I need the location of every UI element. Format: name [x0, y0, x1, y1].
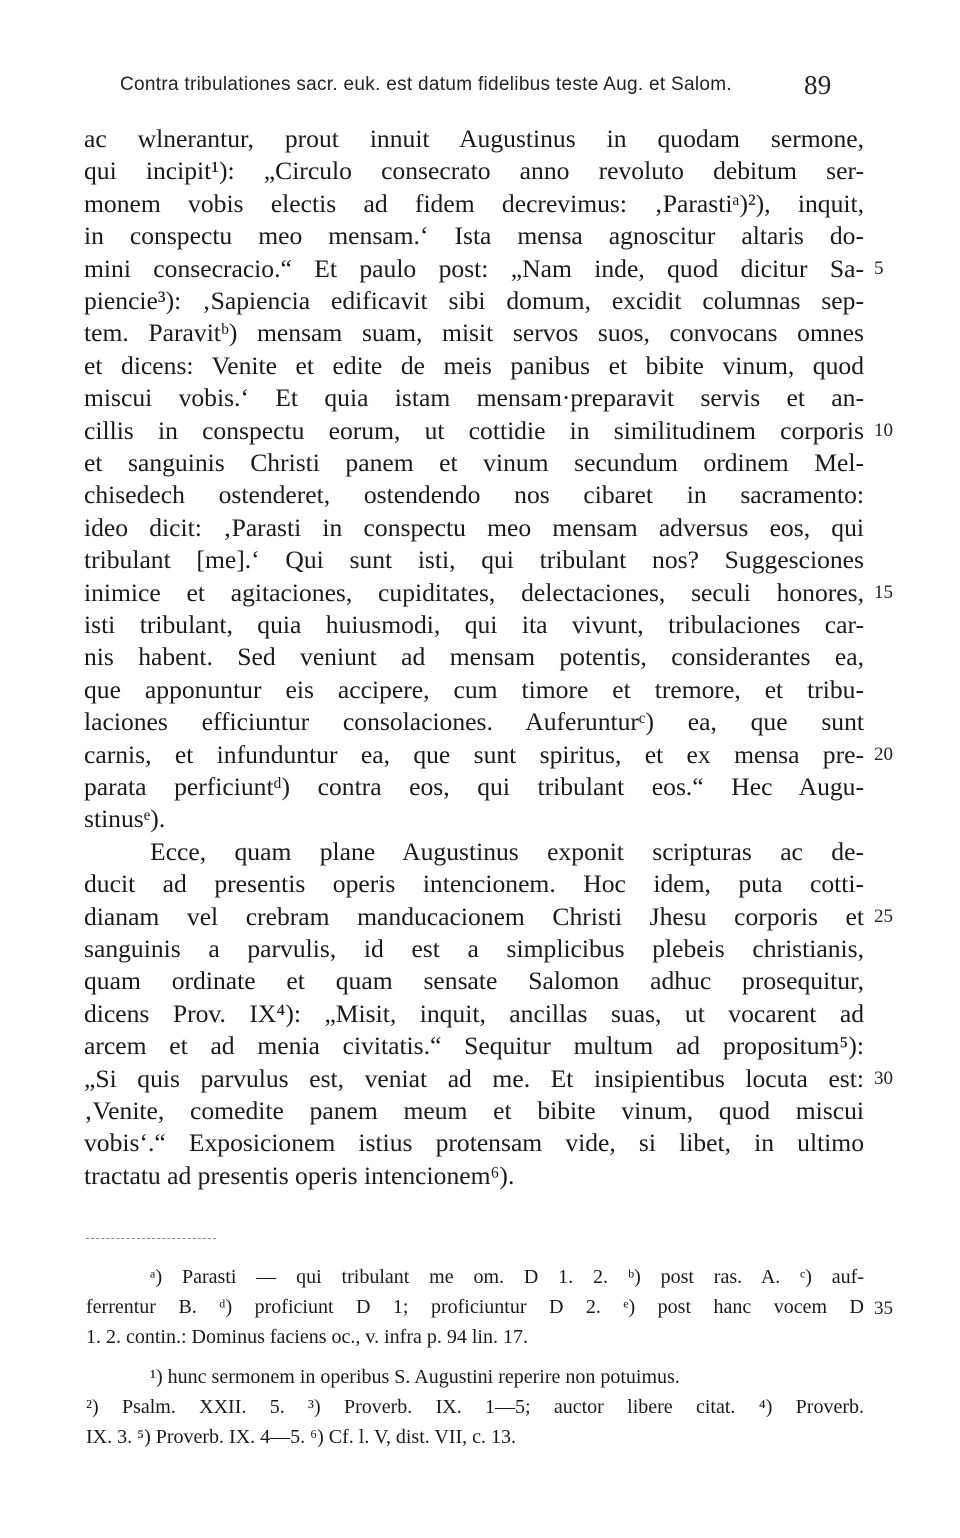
text-line: tem. Paravitᵇ) mensam suam, misit servos suos, convocans omnes	[84, 318, 864, 348]
apparatus-note: 1. 2. contin.: Dominus faciens oc., v. infra p. 94 lin. 17.	[86, 1326, 528, 1348]
text-line: dianam vel crebram manducacionem Christi Jhesu corporis et	[84, 901, 864, 931]
text-line: sanguinis a parvulis, id est a simplicibus plebeis christianis,	[84, 934, 864, 963]
text-line: chisedech ostenderet, ostendendo nos cibaret in sacramento:	[84, 480, 864, 510]
text-line: tractatu ad presentis operis intencionem⁶).	[84, 1160, 515, 1190]
text-line: „Si quis parvulus est, veniat ad me. Et insipientibus locuta est:	[84, 1063, 864, 1093]
text-line: ac wlnerantur, prout innuit Augustinus in quodam sermone,	[84, 124, 864, 153]
line-number: 10	[874, 419, 893, 441]
paragraph-first-line: Ecce, quam plane Augustinus exponit scripturas ac de-	[150, 836, 864, 866]
text-line: ducit ad presentis operis intencionem. Hoc idem, puta cotti-	[84, 869, 864, 899]
text-line: in conspectu meo mensam.‘ Ista mensa agnoscitur altaris do-	[84, 221, 864, 251]
source-note: ¹) hunc sermonem in operibus S. Augustini reperire non potuimus.	[150, 1366, 680, 1388]
text-line: isti tribulant, quia huiusmodi, qui ita vivunt, tribulaciones car-	[84, 610, 864, 639]
text-line: stinusᵉ).	[84, 804, 166, 834]
source-note: IX. 3. ⁵) Proverb. IX. 4—5. ⁶) Cf. l. V, dist. VII, c. 13.	[86, 1426, 517, 1448]
text-line: ‚Venite, comedite panem meum et bibite vinum, quod miscui	[84, 1096, 864, 1125]
text-line: que apponuntur eis accipere, cum timore et tremore, et tribu-	[84, 674, 864, 704]
line-number: 25	[874, 905, 893, 927]
text-line: tribulant [me].‘ Qui sunt isti, qui tribulant nos? Suggesciones	[84, 545, 864, 575]
line-number: 30	[874, 1067, 893, 1089]
line-number: 20	[874, 743, 893, 765]
text-line: cillis in conspectu eorum, ut cottidie in similitudinem corporis	[84, 415, 864, 445]
running-head-title: Contra tribulationes sacr. euk. est datum fidelibus teste Aug. et Salom.	[120, 74, 732, 95]
line-number: 5	[874, 257, 884, 279]
line-number: 15	[874, 581, 893, 603]
text-line: miscui vobis.‘ Et quia istam mensam·preparavit servis et an-	[84, 383, 864, 413]
text-line: vobis‘.“ Exposicionem istius protensam vide, si libet, in ultimo	[84, 1128, 864, 1158]
text-line: mini consecracio.“ Et paulo post: „Nam inde, quod dicitur Sa-	[84, 253, 864, 283]
text-line: arcem et ad menia civitatis.“ Sequitur multum ad propositum⁵):	[84, 1031, 864, 1061]
text-line: carnis, et infunduntur ea, que sunt spiritus, et ex mensa pre-	[84, 739, 864, 769]
text-line: monem vobis electis ad fidem decrevimus: ‚Parastiᵃ)²), inquit,	[84, 188, 864, 218]
apparatus-note: ᵃ) Parasti — qui tribulant me om. D 1. 2. ᵇ) post ras. A. ᶜ) auf-	[150, 1266, 864, 1288]
text-line: qui incipit¹): „Circulo consecrato anno revoluto debitum ser-	[84, 156, 864, 186]
text-line: laciones efficiuntur consolaciones. Auferunturᶜ) ea, que sunt	[84, 707, 864, 737]
source-note: ²) Psalm. XXII. 5. ³) Proverb. IX. 1—5; auctor libere citat. ⁴) Proverb.	[86, 1396, 864, 1418]
line-number: 35	[874, 1298, 893, 1319]
text-line: inimice et agitaciones, cupiditates, delectaciones, seculi honores,	[84, 577, 864, 607]
running-head	[120, 70, 900, 100]
apparatus-note: ferrentur B. ᵈ) proficiunt D 1; proficiuntur D 2. ᵉ) post hanc vocem D	[86, 1296, 864, 1318]
footnote-rule	[86, 1238, 216, 1239]
text-line: parata perficiuntᵈ) contra eos, qui tribulant eos.“ Hec Augu-	[84, 772, 864, 801]
text-line: piencie³): ‚Sapiencia edificavit sibi domum, excidit columnas sep-	[84, 286, 864, 315]
page-number: 89	[804, 70, 832, 100]
text-line: quam ordinate et quam sensate Salomon adhuc prosequitur,	[84, 966, 864, 996]
text-line: et sanguinis Christi panem et vinum secundum ordinem Mel-	[84, 448, 864, 477]
text-line: nis habent. Sed veniunt ad mensam potentis, considerantes ea,	[84, 642, 864, 672]
text-line: dicens Prov. IX⁴): „Misit, inquit, ancillas suas, ut vocarent ad	[84, 998, 864, 1028]
text-line: ideo dicit: ‚Parasti in conspectu meo mensam adversus eos, qui	[84, 512, 864, 542]
text-line: et dicens: Venite et edite de meis panibus et bibite vinum, quod	[84, 350, 864, 380]
